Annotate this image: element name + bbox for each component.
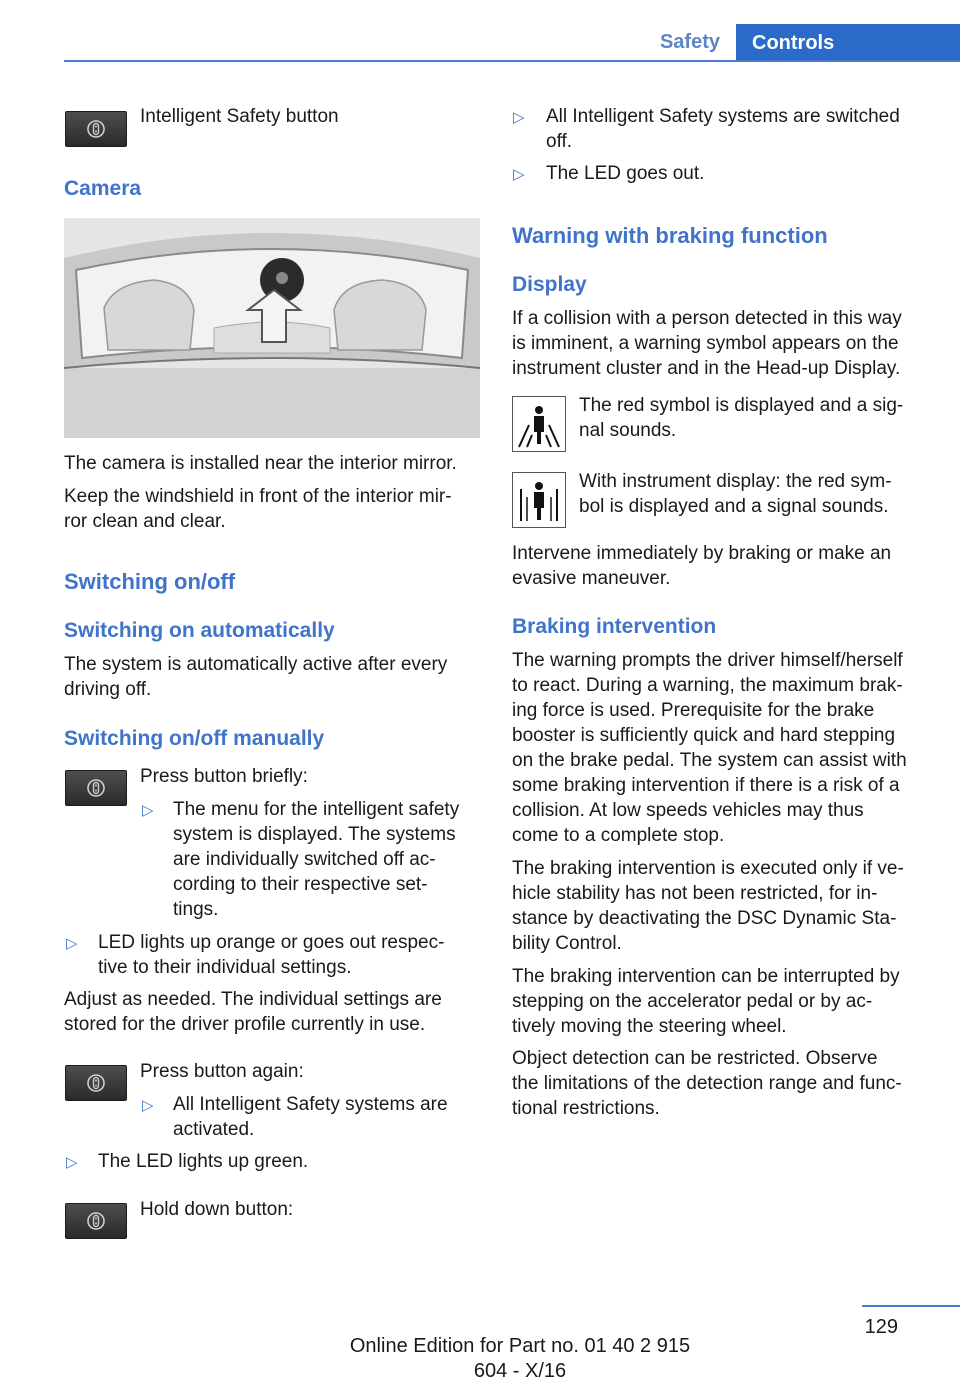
braking-p2-line: The braking intervention is executed only if ve‐ (512, 858, 904, 879)
display-text-line: If a collision with a person detected in this way (512, 308, 902, 329)
auto-text-b: driving off. (64, 679, 152, 700)
intelligent-safety-button-icon (65, 111, 127, 147)
bullet5-line: All Intelligent Safety systems are switched (546, 106, 900, 127)
camera-text-2b: ror clean and clear. (64, 511, 226, 532)
auto-text-a: The system is automatically active after every (64, 654, 448, 675)
braking-heading: Braking intervention (512, 615, 717, 638)
camera-text-2a: Keep the windshield in front of the interior mir‐ (64, 486, 452, 507)
bullet1-line: cording to their respective set‐ (173, 874, 428, 895)
braking-p1-line: come to a complete stop. (512, 825, 725, 846)
display-text-line: is imminent, a warning symbol appears on the (512, 333, 899, 354)
bullet5-line: off. (546, 131, 573, 152)
bullet-icon: ▷ (66, 935, 78, 952)
button-caption: Intelligent Safety button (140, 106, 339, 127)
edition-footer: Online Edition for Part no. 01 40 2 915 604 - X/16 (349, 1335, 691, 1382)
warning-heading: Warning with braking function (512, 223, 828, 248)
bullet3-line: All Intelligent Safety systems are (173, 1094, 448, 1115)
bullet-icon: ▷ (513, 109, 525, 126)
braking-p1-line: ing force is used. Prerequisite for the brake (512, 700, 875, 721)
braking-p1-line: some braking intervention if there is a risk of a (512, 775, 900, 796)
braking-p4-line: the limitations of the detection range and func‐ (512, 1073, 902, 1094)
braking-p4-line: tional restrictions. (512, 1098, 660, 1119)
header-rule (64, 60, 960, 62)
pedestrian-warning-instrument-icon (512, 472, 566, 528)
bullet1-line: are individually switched off ac‐ (173, 849, 436, 870)
camera-photo (64, 218, 480, 438)
braking-p3-line: The braking intervention can be interrupted by (512, 966, 900, 987)
braking-p2-line: bility Control. (512, 933, 622, 954)
auto-heading: Switching on automatically (64, 619, 335, 642)
switching-heading: Switching on/off (64, 569, 236, 594)
braking-p2-line: stance by deactivating the DSC Dynamic Sta‐ (512, 908, 897, 929)
intervene-line: Intervene immediately by braking or make an (512, 543, 892, 564)
bullet1-line: tings. (173, 899, 219, 920)
bullet-icon: ▷ (513, 166, 525, 183)
manual-heading: Switching on/off manually (64, 727, 325, 750)
braking-p1-line: collision. At low speeds vehicles may thus (512, 800, 864, 821)
braking-p1-line: on the brake pedal. The system can assist with (512, 750, 907, 771)
bullet1-line: The menu for the intelligent safety (173, 799, 460, 820)
footer-rule (862, 1305, 960, 1307)
header-section-label: Safety (659, 31, 720, 53)
camera-heading: Camera (64, 177, 142, 200)
braking-p4-line: Object detection can be restricted. Observe (512, 1048, 878, 1069)
camera-text-1: The camera is installed near the interior mirror. (64, 453, 457, 474)
braking-p1-line: The warning prompts the driver himself/herself (512, 650, 903, 671)
bullet-icon: ▷ (66, 1154, 78, 1171)
intelligent-safety-button-icon (65, 770, 127, 806)
red-symbol-line: The red symbol is displayed and a sig‐ (579, 395, 904, 416)
red-symbol-line: nal sounds. (579, 420, 677, 441)
bullet-icon: ▷ (142, 802, 154, 819)
press-again: Press button again: (140, 1061, 304, 1082)
braking-p3-line: tively moving the steering wheel. (512, 1016, 787, 1037)
braking-p3-line: stepping on the accelerator pedal or by ac‐ (512, 991, 873, 1012)
instrument-line: With instrument display: the red sym‐ (579, 471, 892, 492)
intelligent-safety-button-icon (65, 1203, 127, 1239)
bullet2-line: tive to their individual settings. (98, 957, 352, 978)
bullet3-line: activated. (173, 1119, 255, 1140)
bullet2-line: LED lights up orange or goes out respec‐ (98, 932, 445, 953)
braking-p2-line: hicle stability has not been restricted, for in‐ (512, 883, 878, 904)
page-number: 129 (864, 1316, 898, 1338)
bullet-icon: ▷ (142, 1097, 154, 1114)
intervene-line: evasive maneuver. (512, 568, 671, 589)
press-briefly: Press button briefly: (140, 766, 308, 787)
adjust-text-a: Adjust as needed. The individual settings are (64, 989, 442, 1010)
bullet1-line: system is displayed. The systems (173, 824, 456, 845)
display-heading: Display (512, 273, 587, 296)
bullet4-line: The LED lights up green. (98, 1151, 309, 1172)
pedestrian-warning-icon (512, 396, 566, 452)
bullet6-line: The LED goes out. (546, 163, 705, 184)
braking-p1-line: to react. During a warning, the maximum brak‐ (512, 675, 903, 696)
hold-down: Hold down button: (140, 1199, 294, 1220)
intelligent-safety-button-icon (65, 1065, 127, 1101)
adjust-text-b: stored for the driver profile currently in use. (64, 1014, 426, 1035)
instrument-line: bol is displayed and a signal sounds. (579, 496, 889, 517)
display-text-line: instrument cluster and in the Head-up Display. (512, 358, 901, 379)
header-chapter-tab: Controls (736, 24, 960, 62)
braking-p1-line: booster is sufficiently quick and hard stepping (512, 725, 896, 746)
